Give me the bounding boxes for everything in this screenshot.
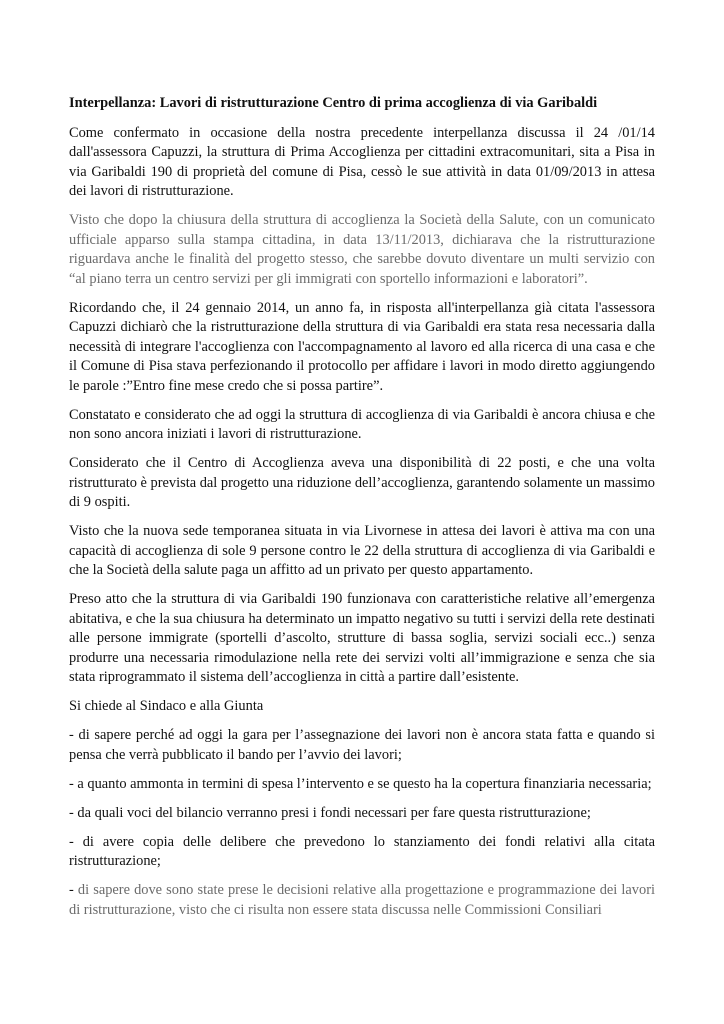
list-item-text: di sapere dove sono state prese le decisioni relative alla progettazione e programmazione dei lavori di ristrutturazione, visto che ci risulta non essere stata discussa nelle Commissioni Consiliari (69, 882, 655, 918)
list-dash: - (69, 882, 74, 898)
paragraph-request-intro: Si chiede al Sindaco e alla Giunta (69, 698, 264, 714)
paragraph-considerato: Considerato che il Centro di Accoglienza aveva una disponibilità di 22 posti, e che una volta ristrutturato è prevista dal progetto una riduzione dell’accoglienza, garantendo solamente un massimo di 9 ospiti. (69, 455, 655, 510)
document-page (69, 94, 655, 930)
list-item: - di sapere perché ad oggi la gara per l’assegnazione dei lavori non è ancora stata fatta e quando si pensa che verrà pubblicato il bando per l’avvio dei lavori; (69, 727, 655, 763)
paragraph-premise: Come confermato in occasione della nostra precedente interpellanza discussa il 24 /01/14 dall'assessora Capuzzi, la struttura di Prima Accoglienza per cittadini extracomunitari, sita a Pisa in via Garibaldi 190 di proprietà del comune di Pisa, cessò le sue attività in data 01/09/2013 in attesa dei lavori di ristrutturazione. (69, 124, 655, 199)
list-item: - da quali voci del bilancio verranno presi i fondi necessari per fare questa ristrutturazione; (69, 804, 591, 821)
paragraph-visto-sede: Visto che la nuova sede temporanea situata in via Livornese in attesa dei lavori è attiva ma con una capacità di accoglienza di sole 9 persone contro le 22 della struttura di accoglienza di via Garibaldi e che la Società della salute paga un affitto ad un privato per questo appartamento. (69, 523, 655, 578)
paragraph-preso-atto: Preso atto che la struttura di via Garibaldi 190 funzionava con caratteristiche relative all’emergenza abitativa, e che la sua chiusura ha determinato un impatto negativo su tutti i servizi della rete destinati alle persone immigrate (sportelli d’ascolto, strutture di bassa soglia, servizi sociali ecc..) senza produrre una necessaria rimodulazione nella rete dei servizi volti all’immigrazione e senza che sia stata riprogrammato il sistema dell’accoglienza in città a partire dall’esistente. (69, 591, 655, 685)
document-title: Interpellanza: Lavori di ristrutturazione Centro di prima accoglienza di via Garibaldi (69, 95, 598, 111)
list-item-last (69, 881, 655, 920)
paragraph-constatato: Constatato e considerato che ad oggi la struttura di accoglienza di via Garibaldi è ancora chiusa e che non sono ancora iniziati i lavori di ristrutturazione. (69, 406, 655, 442)
list-item: - di avere copia delle delibere che prevedono lo stanziamento dei fondi relativi alla citata ristrutturazione; (69, 833, 655, 869)
paragraph-visto-comunicato: Visto che dopo la chiusura della struttura di accoglienza la Società della Salute, con un comunicato ufficiale apparso sulla stampa cittadina, in data 13/11/2013, dichiarava che la ristrutturazione riguardava anche le finalità del progetto stesso, che sarebbe dovuto diventare un multi servizio con “al piano terra un centro servizi per gli immigrati con sportello informazioni e laboratori”. (69, 212, 655, 287)
list-item: - a quanto ammonta in termini di spesa l’intervento e se questo ha la copertura finanziaria necessaria; (69, 775, 652, 792)
paragraph-ricordando: Ricordando che, il 24 gennaio 2014, un anno fa, in risposta all'interpellanza già citata l'assessora Capuzzi dichiarò che la ristrutturazione della struttura di via Garibaldi era stata resa necessaria dalla necessità di integrare l'accoglienza con l'accompagnamento al lavoro ed alla ricerca di una casa e che il Comune di Pisa stava perfezionando il protocollo per affidare i lavori in modo diretto aggiungendo le parole :”Entro fine mese credo che si possa partire”. (69, 299, 655, 394)
